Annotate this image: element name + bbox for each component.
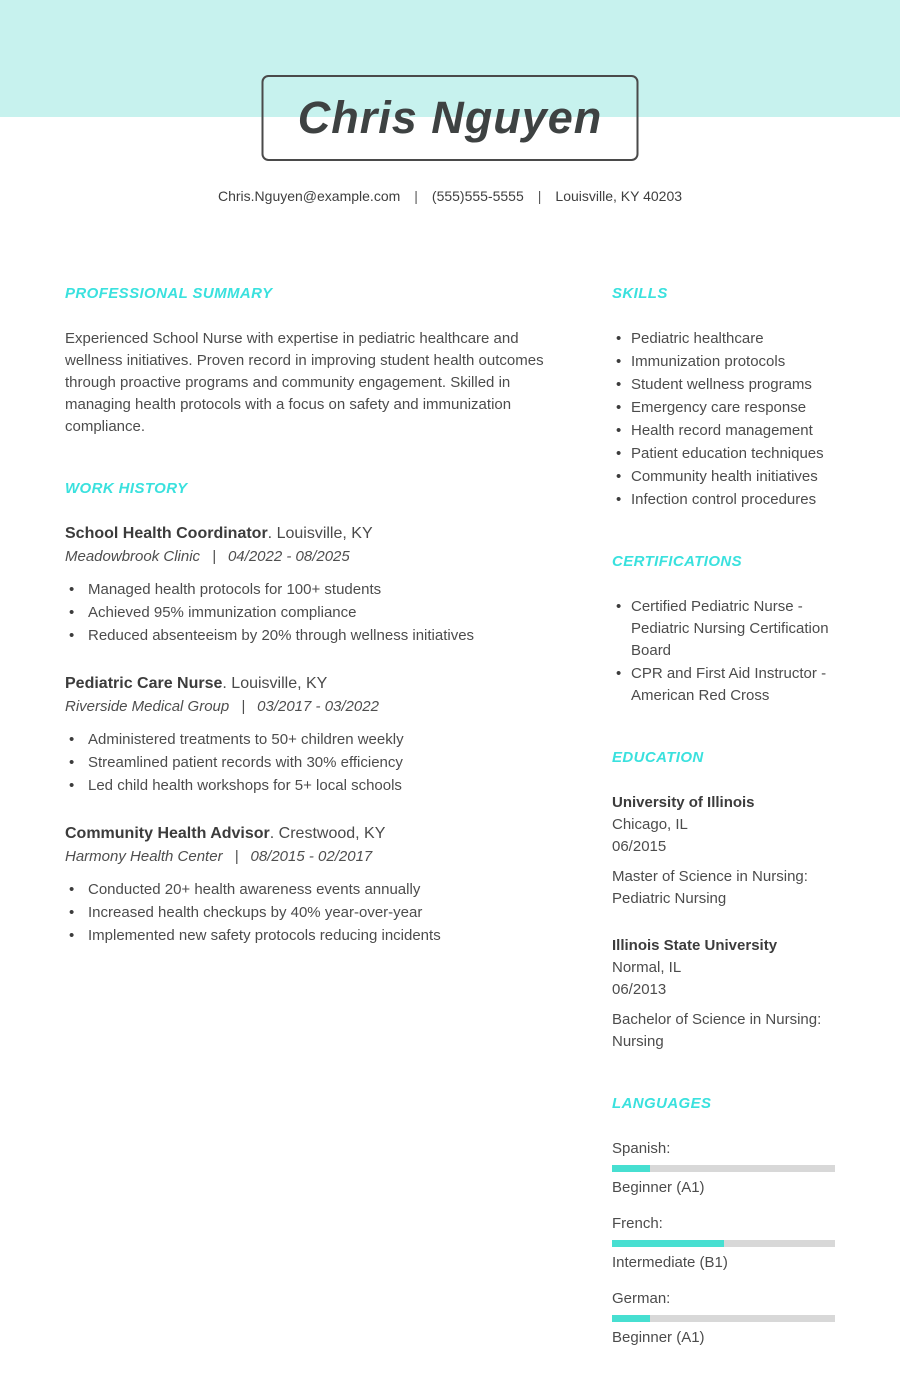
language-progress-bar xyxy=(612,1240,835,1247)
language-progress-fill xyxy=(612,1315,650,1322)
contact-separator: | xyxy=(537,188,542,204)
skill-item: • Patient education techniques xyxy=(612,443,837,465)
section-professional-summary xyxy=(65,285,575,438)
job-bullet: • Led child health workshops for 5+ local schools xyxy=(65,775,575,797)
skill-item: • Health record management xyxy=(612,420,837,442)
job-bullet: • Increased health checkups by 40% year-over-year xyxy=(65,902,575,924)
job-company: Riverside Medical Group xyxy=(65,698,230,715)
job-title-line xyxy=(65,823,575,845)
skills-list xyxy=(612,328,837,511)
job-entry xyxy=(65,523,575,647)
skill-item: • Immunization protocols xyxy=(612,351,837,373)
certification-item: • Certified Pediatric Nurse - Pediatric Nursing Certification Board xyxy=(612,596,837,662)
language-progress-bar xyxy=(612,1315,835,1322)
job-meta xyxy=(65,846,575,868)
job-title: Community Health Advisor xyxy=(65,825,270,842)
section-certifications xyxy=(612,553,837,707)
job-bullet: • Achieved 95% immunization compliance xyxy=(65,602,575,624)
section-education xyxy=(612,749,837,1053)
candidate-name: Chris Nguyen xyxy=(297,92,603,143)
school-date: 06/2013 xyxy=(612,981,667,998)
school-location: Normal, IL xyxy=(612,959,682,976)
contact-line xyxy=(0,186,900,206)
name-box xyxy=(262,75,639,161)
job-bullet: • Administered treatments to 50+ children weekly xyxy=(65,729,575,751)
contact-phone: (555)555-5555 xyxy=(431,188,524,204)
job-meta xyxy=(65,546,575,568)
skill-item: • Community health initiatives xyxy=(612,466,837,488)
work-history-heading: WORK HISTORY xyxy=(65,480,188,497)
section-languages xyxy=(612,1095,837,1349)
education-entry xyxy=(612,792,837,910)
job-bullet: • Streamlined patient records with 30% efficiency xyxy=(65,752,575,774)
language-progress-bar xyxy=(612,1165,835,1172)
job-entry xyxy=(65,823,575,947)
job-bullet: • Implemented new safety protocols reducing incidents xyxy=(65,925,575,947)
section-skills xyxy=(612,285,837,511)
job-meta-separator: | xyxy=(241,698,246,715)
job-dates: 04/2022 - 08/2025 xyxy=(227,548,350,565)
job-location: . Louisville, KY xyxy=(222,675,328,692)
language-progress-fill xyxy=(612,1165,650,1172)
job-title-line xyxy=(65,523,575,545)
job-title: Pediatric Care Nurse xyxy=(65,675,223,692)
contact-separator: | xyxy=(414,188,418,204)
language-progress-fill xyxy=(612,1240,724,1247)
summary-text: Experienced School Nurse with expertise in pediatric healthcare and wellness initiatives. Proven record in improving student health outcomes through proactive programs and community engagement. Skilled in managing health protocols with a focus on safety and immunization compliance. xyxy=(65,330,544,435)
language-level: Beginner (A1) xyxy=(612,1179,705,1196)
section-work-history xyxy=(65,480,575,947)
job-bullet-list xyxy=(65,879,575,947)
skill-item: • Emergency care response xyxy=(612,397,837,419)
job-company: Meadowbrook Clinic xyxy=(65,548,201,565)
job-meta-separator: | xyxy=(212,548,216,565)
language-name: German: xyxy=(612,1290,671,1307)
skill-item: • Infection control procedures xyxy=(612,489,837,511)
job-location: . Crestwood, KY xyxy=(269,825,386,842)
job-meta xyxy=(65,696,575,718)
languages-heading: LANGUAGES xyxy=(612,1095,712,1112)
job-location: . Louisville, KY xyxy=(267,525,373,542)
language-name: Spanish: xyxy=(612,1140,671,1157)
job-bullet-list xyxy=(65,579,575,647)
job-bullet-list xyxy=(65,729,575,797)
education-heading: EDUCATION xyxy=(612,749,704,766)
language-level: Beginner (A1) xyxy=(612,1329,705,1346)
job-dates: 03/2017 - 03/2022 xyxy=(257,698,379,715)
content-columns xyxy=(65,285,837,1391)
certification-item: • CPR and First Aid Instructor - American Red Cross xyxy=(612,663,837,707)
left-column xyxy=(65,285,575,1391)
school-location: Chicago, IL xyxy=(612,816,688,833)
language-entry xyxy=(612,1288,837,1349)
language-name: French: xyxy=(612,1215,663,1232)
contact-email: Chris.Nguyen@example.com xyxy=(217,188,401,204)
school-degree: Bachelor of Science in Nursing: Nursing xyxy=(612,1011,822,1050)
job-meta-separator: | xyxy=(234,848,239,865)
job-title-line xyxy=(65,673,575,695)
right-column xyxy=(612,285,837,1391)
job-company: Harmony Health Center xyxy=(65,848,223,865)
contact-location: Louisville, KY 40203 xyxy=(555,188,683,204)
certifications-list xyxy=(612,596,837,707)
job-bullet: • Reduced absenteeism by 20% through wellness initiatives xyxy=(65,625,575,647)
school-name: Illinois State University xyxy=(612,937,778,954)
skills-heading: SKILLS xyxy=(612,285,668,302)
school-degree: Master of Science in Nursing: Pediatric Nursing xyxy=(612,868,808,907)
skill-item: • Pediatric healthcare xyxy=(612,328,837,350)
education-entry xyxy=(612,935,837,1053)
language-entry xyxy=(612,1213,837,1274)
language-entry xyxy=(612,1138,837,1199)
job-bullet: • Conducted 20+ health awareness events annually xyxy=(65,879,575,901)
job-entry xyxy=(65,673,575,797)
summary-heading: PROFESSIONAL SUMMARY xyxy=(65,285,273,302)
job-dates: 08/2015 - 02/2017 xyxy=(250,848,373,865)
language-level: Intermediate (B1) xyxy=(612,1254,728,1271)
school-date: 06/2015 xyxy=(612,838,667,855)
skill-item: • Student wellness programs xyxy=(612,374,837,396)
certifications-heading: CERTIFICATIONS xyxy=(612,553,743,570)
school-name: University of Illinois xyxy=(612,794,755,811)
job-title: School Health Coordinator xyxy=(65,525,268,542)
job-bullet: • Managed health protocols for 100+ students xyxy=(65,579,575,601)
